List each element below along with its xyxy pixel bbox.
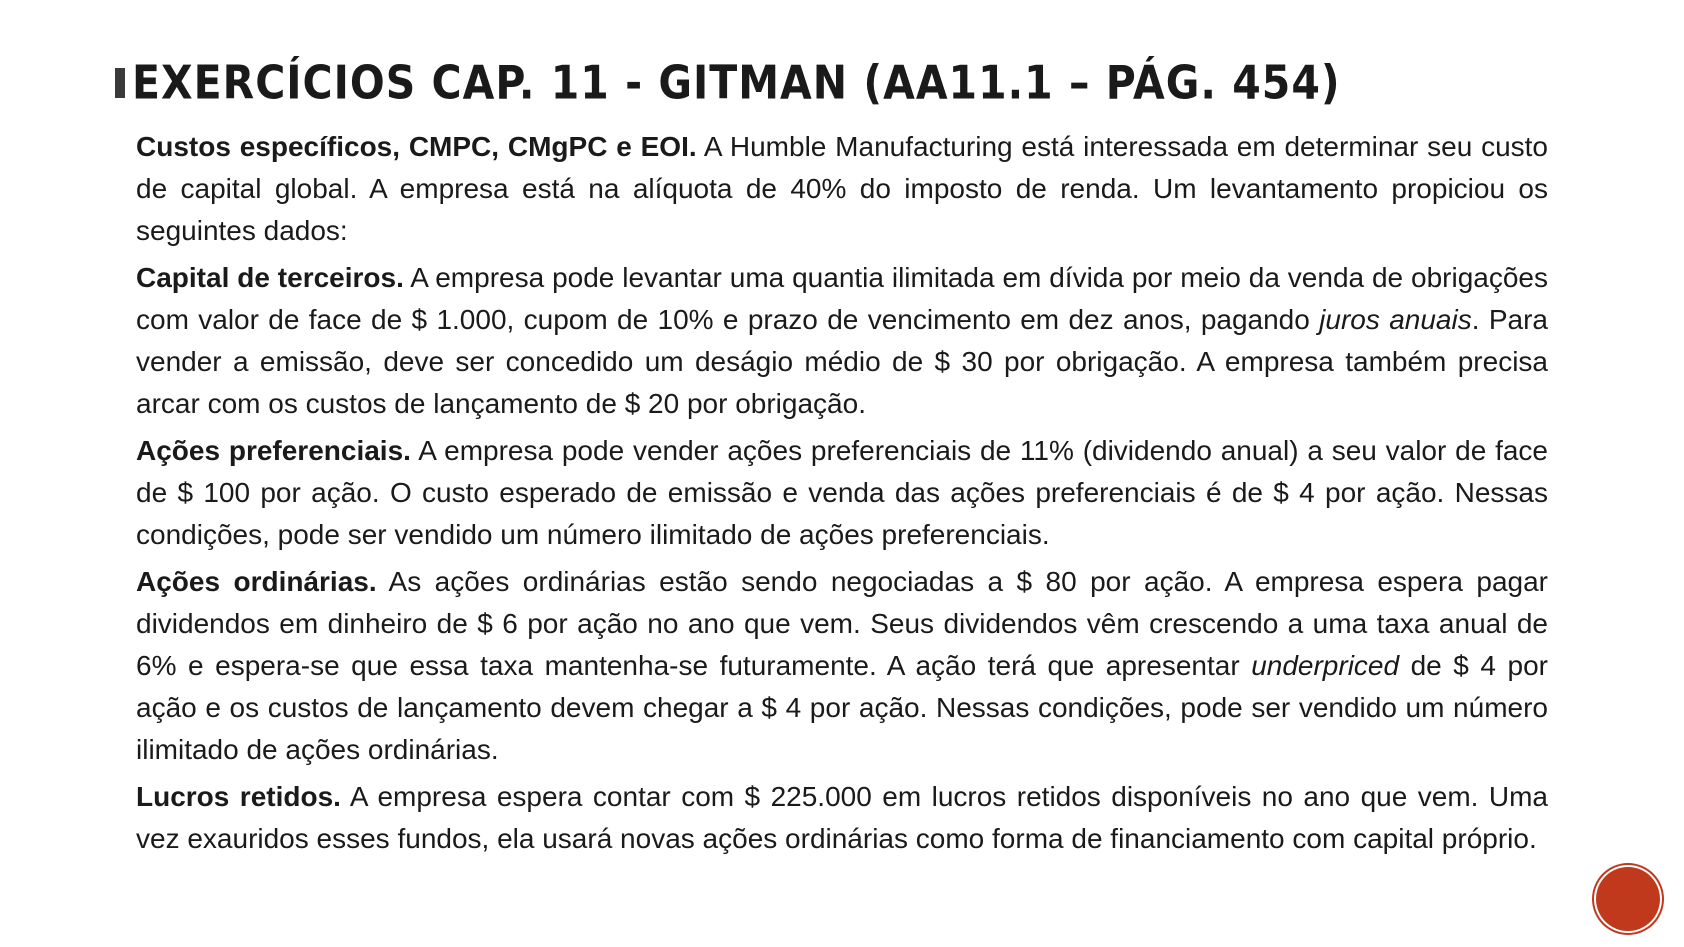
paragraph-acoes-ordinarias — [136, 561, 1548, 771]
paragraph-text: As ações ordinárias estão sendo negociadas a $ 80 por ação. A empresa espera pagar dividendos em dinheiro de $ 6 por ação no ano que vem. Seus dividendos vêm crescendo a uma taxa anual de 6% e espera-se que essa taxa mantenha-se futuramente. A ação terá que apresentar — [136, 566, 1548, 681]
paragraph-lead: Lucros retidos. — [136, 781, 341, 812]
paragraph-text: A Humble Manufacturing está interessada em determinar seu custo de capital global. A empresa está na alíquota de 40% do imposto de renda. Um levantamento propiciou os seguintes dados: — [136, 131, 1549, 246]
paragraph-text: de $ 4 por ação e os custos de lançamento devem chegar a $ 4 por ação. Nessas condições, pode ser vendido um número ilimitado de ações ordinárias. — [136, 650, 1548, 765]
paragraph-italic: juros anuais — [1319, 304, 1472, 335]
exercise-body — [136, 126, 1548, 865]
paragraph-custos — [136, 126, 1548, 252]
paragraph-text: A empresa pode vender ações preferenciais de 11% (dividendo anual) a seu valor de face de $ 100 por ação. O custo esperado de emissão e venda das ações preferenciais é de $ 4 por ação. Nessas condições, pode ser vendido um número ilimitado de ações preferenciais. — [136, 435, 1548, 550]
paragraph-lucros-retidos — [136, 776, 1548, 860]
paragraph-lead: Ações preferenciais. — [136, 435, 411, 466]
paragraph-italic: underpriced — [1251, 650, 1400, 681]
paragraph-text: A empresa pode levantar uma quantia ilimitada em dívida por meio da venda de obrigações com valor de face de $ 1.000, cupom de 10% e prazo de vencimento em dez anos, pagando — [136, 262, 1548, 335]
paragraph-text: . Para vender a emissão, deve ser concedido um deságio médio de $ 30 por obrigação. A empresa também precisa arcar com os custos de lançamento de $ 20 por obrigação. — [136, 304, 1548, 419]
slide-title: EXERCÍCIOS CAP. 11 - GITMAN (AA11.1 – PÁG. 454) — [132, 56, 1341, 110]
paragraph-capital-terceiros — [136, 257, 1548, 425]
title-marker — [115, 68, 125, 98]
paragraph-acoes-preferenciais — [136, 430, 1548, 556]
paragraph-lead: Ações ordinárias. — [136, 566, 377, 597]
paragraph-lead: Capital de terceiros. — [136, 262, 404, 293]
paragraph-lead: Custos específicos, CMPC, CMgPC e EOI. — [136, 131, 697, 162]
paragraph-text: A empresa espera contar com $ 225.000 em lucros retidos disponíveis no ano que vem. Uma vez exauridos esses fundos, ela usará novas ações ordinárias como forma de financiamento com capital próprio. — [136, 781, 1549, 854]
circle-nav-icon[interactable] — [1596, 867, 1660, 931]
